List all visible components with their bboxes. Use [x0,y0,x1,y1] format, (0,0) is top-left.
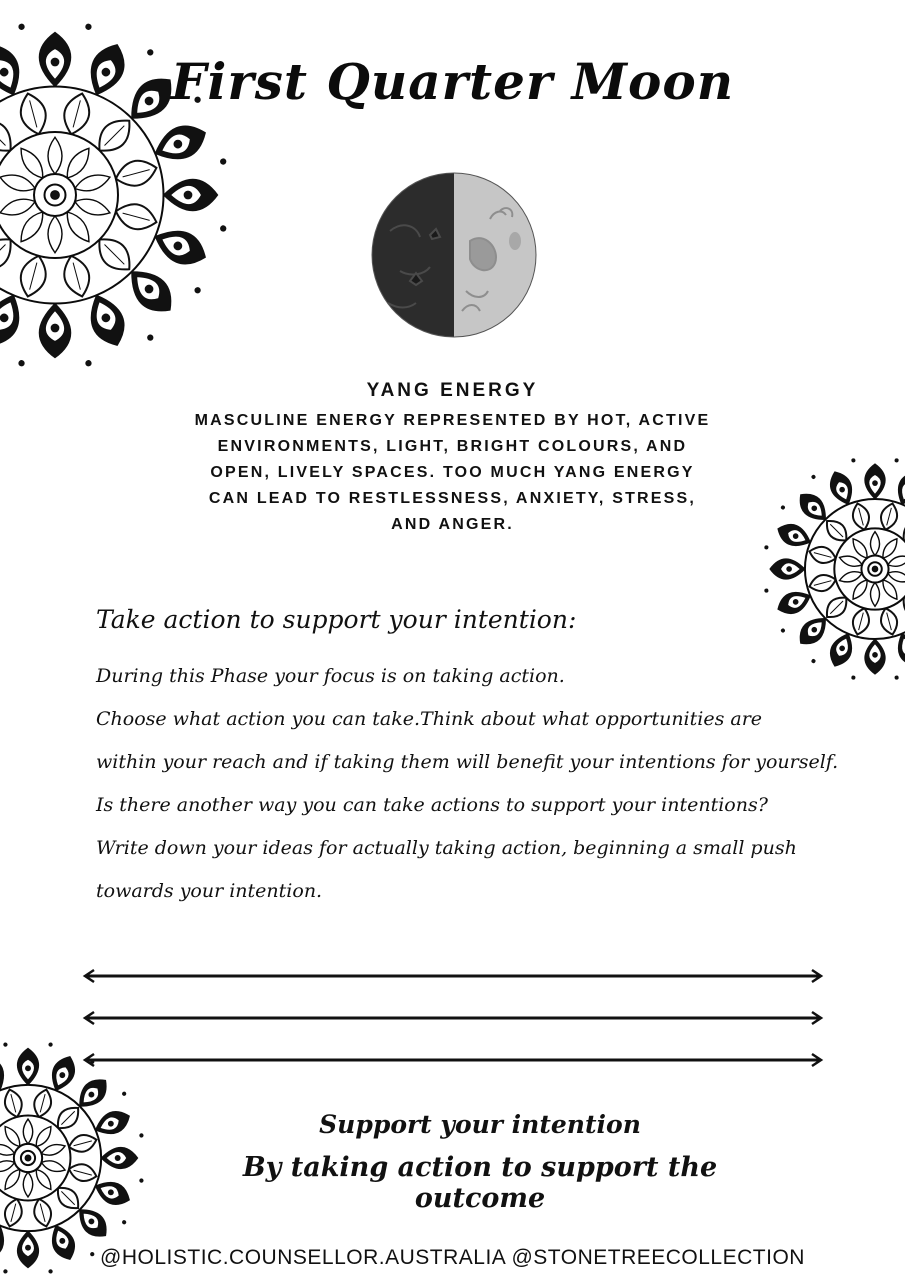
energy-description [160,408,745,538]
energy-line: MASCULINE ENERGY REPRESENTED BY HOT, ACTIVE [194,412,711,429]
mandala-right-icon [762,456,905,687]
page-title: First Quarter Moon [170,52,735,111]
mandala-bottom-left-icon [0,1040,146,1281]
action-heading: Take action to support your intention: [96,605,577,634]
closing-line-1: Support your intention [319,1110,641,1139]
action-line: Choose what action you can take.Think about what opportunities are [96,708,763,730]
energy-line: AND ANGER. [391,516,514,533]
energy-line: OPEN, LIVELY SPACES. TOO MUCH YANG ENERGY [210,464,695,481]
energy-line: CAN LEAD TO RESTLESSNESS, ANXIETY, STRESS, [208,490,697,507]
writing-line-3[interactable] [82,1050,824,1070]
action-line: Write down your ideas for actually taking action, beginning a small push [96,837,797,859]
action-line: within your reach and if taking them will benefit your intentions for yourself. [96,751,839,773]
action-body [96,655,839,913]
action-line: During this Phase your focus is on taking action. [96,665,565,687]
closing-line-2: By taking action to support the outcome [242,1152,718,1214]
credit-handles: @HOLISTIC.COUNSELLOR.AUSTRALIA @STONETREECOLLECTION [100,1246,805,1269]
action-line: Is there another way you can take actions to support your intentions? [96,794,768,816]
action-line: towards your intention. [96,880,323,902]
energy-heading: YANG ENERGY [366,380,539,401]
writing-line-2[interactable] [82,1008,824,1028]
first-quarter-moon-icon [370,171,538,339]
energy-line: ENVIRONMENTS, LIGHT, BRIGHT COLOURS, AND [217,438,688,455]
writing-line-1[interactable] [82,966,824,986]
